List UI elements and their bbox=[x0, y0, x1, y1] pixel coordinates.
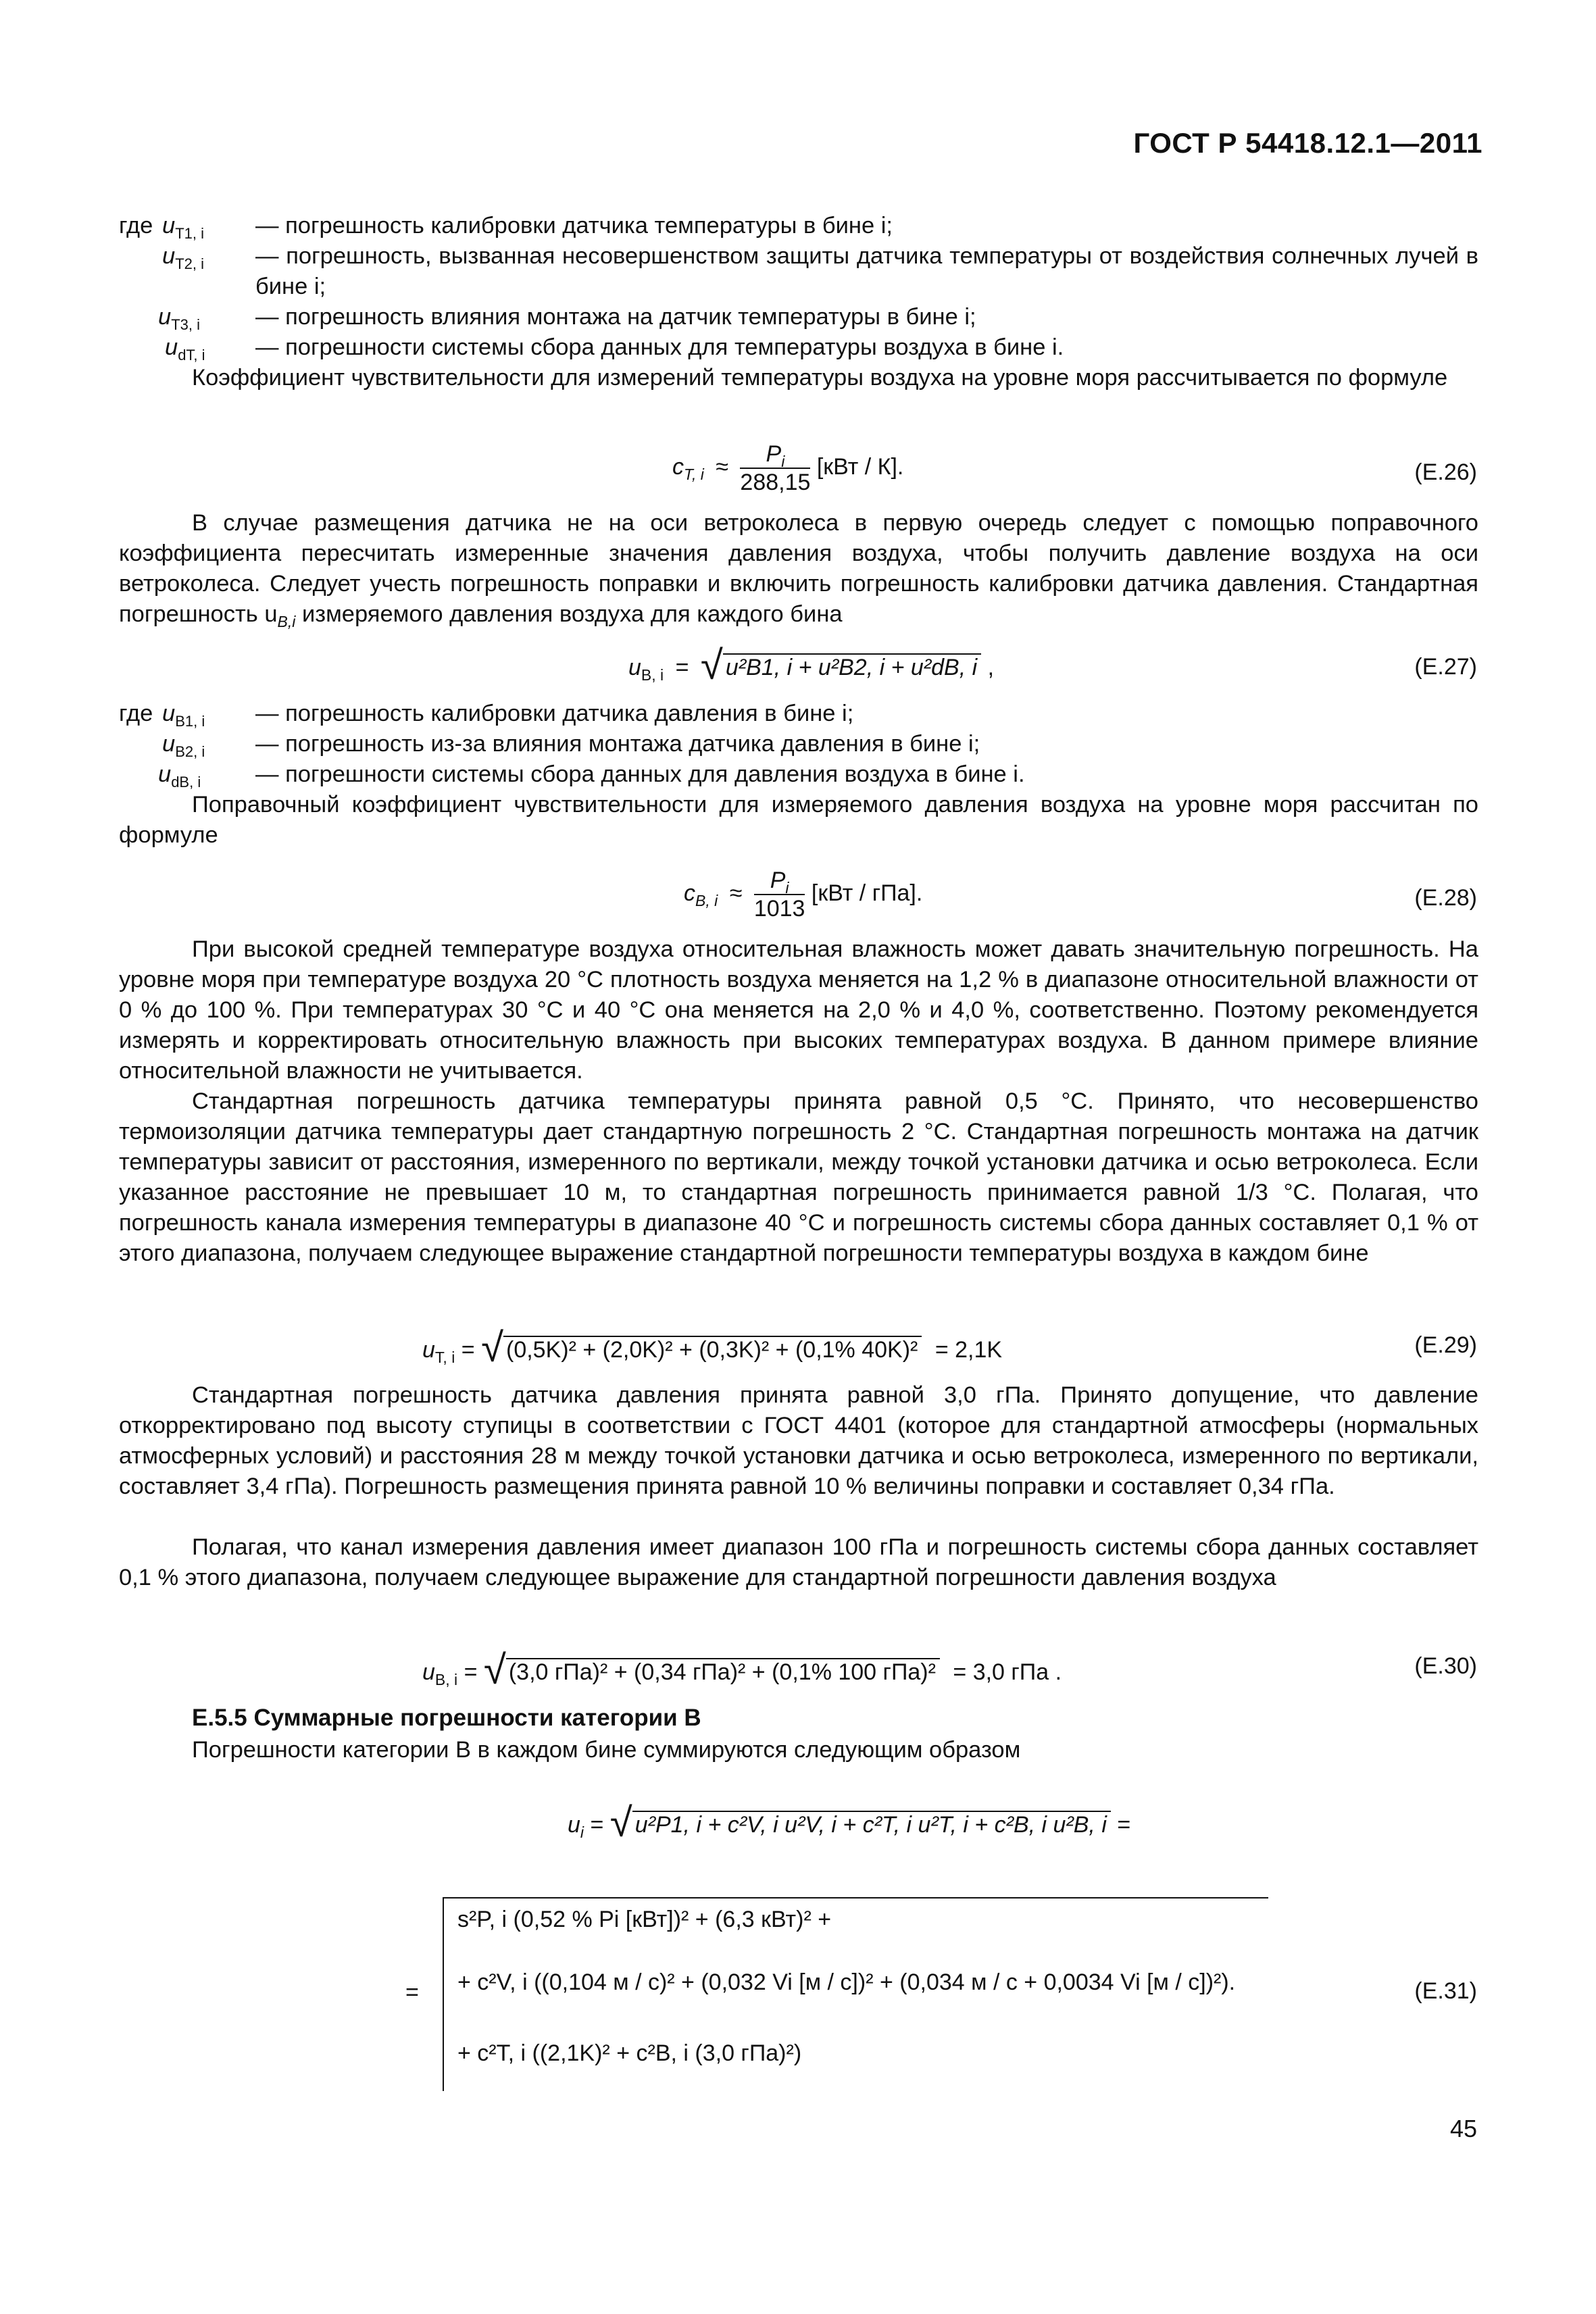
equation-number: (Е.27) bbox=[1414, 654, 1477, 680]
equation-number: (Е.30) bbox=[1414, 1653, 1477, 1679]
section-heading: Е.5.5 Суммарные погрешности категории В bbox=[192, 1705, 701, 1731]
formula-e28: $c_{B, i}$ ≈ $\frac{P_i}{1013}$ [кВт / гПа]. bbox=[684, 867, 923, 922]
definition-symbol: $u_{T3, i}$ bbox=[158, 304, 200, 333]
definition-row bbox=[119, 729, 1478, 759]
definition-text: — погрешность влияния монтажа на датчик температуры в бине i; bbox=[255, 304, 976, 330]
definition-symbol: $u_{B1, i}$ bbox=[162, 701, 205, 730]
pressure-definitions bbox=[119, 699, 1478, 790]
equation-number: (Е.31) bbox=[1414, 1978, 1477, 2004]
equation-number: (Е.29) bbox=[1414, 1332, 1477, 1358]
formula-e27: $u_{B, i}$ = √ u²B1, i + u²B2, i + u²dB, i , bbox=[628, 643, 995, 688]
definition-row bbox=[119, 332, 1478, 363]
formula-e31-eq: = bbox=[405, 1980, 419, 2005]
definition-text: — погрешность калибровки датчика давления в бине i; bbox=[255, 701, 854, 726]
definition-row bbox=[119, 211, 1478, 241]
definition-row bbox=[119, 699, 1478, 729]
formula-e29: $u_{T, i}$ = √ (0,5K)² + (2,0K)² + (0,3K)² + (0,1% 40K)² = 2,1K bbox=[422, 1325, 1003, 1370]
temperature-definitions bbox=[119, 211, 1478, 363]
definition-row bbox=[119, 759, 1478, 790]
paragraph: Поправочный коэффициент чувствительности для измеряемого давления воздуха на уровне моря рассчитан по формуле bbox=[119, 792, 1478, 848]
definition-text: — погрешности системы сбора данных для температуры воздуха в бине i. bbox=[255, 334, 1064, 360]
definition-row bbox=[119, 302, 1478, 332]
formula-e31-top: $u_i$ = √ u²P1, i + c²V, i u²V, i + c²T, i u²T, i + c²B, i u²B, i = bbox=[568, 1800, 1131, 1845]
definition-text: — погрешность калибровки датчика температуры в бине i; bbox=[255, 213, 893, 238]
formula-e31-line: s²P, i (0,52 % Pi [кВт])² + (6,3 кВт)² + bbox=[457, 1907, 832, 1932]
document-header: ГОСТ Р 54418.12.1—2011 bbox=[1133, 127, 1482, 159]
equation-number: (Е.28) bbox=[1414, 885, 1477, 911]
paragraph: Полагая, что канал измерения давления имеет диапазон 100 гПа и погрешность системы сбора данных составляет 0,1 % этого диапазона, получаем следующее выражение для стандартной погрешности давления воздуха bbox=[119, 1534, 1478, 1590]
definition-symbol: $u_{dB, i}$ bbox=[158, 761, 201, 790]
formula-e31-radical bbox=[443, 1897, 1268, 2091]
equation-number: (Е.26) bbox=[1414, 459, 1477, 485]
definition-symbol: $u_{T1, i}$ bbox=[162, 213, 204, 242]
formula-e26: $c_{T, i}$ ≈ $\frac{P_i}{288,15}$ [кВт / К]. bbox=[672, 441, 904, 495]
definition-row bbox=[119, 241, 1478, 302]
definition-prefix: где bbox=[119, 213, 153, 238]
formula-e30: $u_{B, i}$ = √ (3,0 гПа)² + (0,34 гПа)² + (0,1% 100 гПа)² = 3,0 гПа . bbox=[422, 1647, 1062, 1692]
definition-symbol: $u_{T2, i}$ bbox=[162, 243, 204, 272]
paragraph: В случае размещения датчика не на оси ветроколеса в первую очередь следует с помощью поправочного коэффициента пересчитать измеренные значения давления воздуха, чтобы получить давление воздуха на оси ветроколеса. Следует учесть погрешность поправки и включить погрешность калибровки датчика давления. Стандартная погрешность $u_{B,i}$ измеряемого давления воздуха для каждого бина bbox=[119, 510, 1478, 630]
paragraph: Коэффициент чувствительности для измерений температуры воздуха на уровне моря рассчитывается по формуле bbox=[192, 365, 1448, 391]
formula-e31-line: + c²V, i ((0,104 м / с)² + (0,032 Vi [м / с])² + (0,034 м / с + 0,0034 Vi [м / с])²). bbox=[457, 1969, 1236, 1995]
paragraph: Стандартная погрешность датчика температуры принята равной 0,5 °С. Принято, что несовершенство термоизоляции датчика температуры дает стандартную погрешность 2 °С. Стандартная погрешность монтажа на датчик температуры зависит от расстояния, измеренного по вертикали, между точкой установки датчика и осью ветроколеса. Если указанное расстояние не превышает 10 м, то стандартная погрешность принимается равной 1/3 °С. Полагая, что погрешность канала измерения температуры в диапазоне 40 °С и погрешность системы сбора данных составляет 0,1 % от этого диапазона, получаем следующее выражение стандартной погрешности температуры воздуха в каждом бине bbox=[119, 1088, 1478, 1266]
paragraph: При высокой средней температуре воздуха относительная влажность может давать значительную погрешность. На уровне моря при температуре воздуха 20 °С плотность воздуха меняется на 1,2 % в диапазоне относительной влажности от 0 % до 100 %. При температурах 30 °С и 40 °С она меняется на 2,0 % и 4,0 %, соответственно. Поэтому рекомендуется измерять и корректировать относительную влажность при высоких температурах воздуха. В данном примере влияние относительной влажности не учитывается. bbox=[119, 936, 1478, 1084]
definition-symbol: $u_{dT, i}$ bbox=[165, 334, 205, 363]
definition-prefix: где bbox=[119, 701, 153, 726]
paragraph: Погрешности категории В в каждом бине суммируются следующим образом bbox=[192, 1737, 1021, 1763]
definition-text: — погрешность из-за влияния монтажа датчика давления в бине i; bbox=[255, 731, 980, 757]
definition-text: — погрешность, вызванная несовершенством защиты датчика температуры от воздействия солнечных лучей в бине i; bbox=[255, 243, 1478, 299]
page-number: 45 bbox=[1449, 2115, 1477, 2142]
formula-e31-line: + c²T, i ((2,1K)² + c²B, i (3,0 гПа)²) bbox=[457, 2040, 802, 2066]
definition-symbol: $u_{B2, i}$ bbox=[162, 731, 205, 760]
definition-text: — погрешности системы сбора данных для давления воздуха в бине i. bbox=[255, 761, 1025, 787]
paragraph: Стандартная погрешность датчика давления принята равной 3,0 гПа. Принято допущение, что давление откорректировано под высоту ступицы в соответствии с ГОСТ 4401 (которое для стандартной атмосферы (нормальных атмосферных условий) и расстояния 28 м между точкой установки датчика и осью ветроколеса, измеренного по вертикали, составляет 3,4 гПа). Погрешность размещения принята равной 10 % величины поправки и составляет 0,34 гПа. bbox=[119, 1382, 1478, 1499]
